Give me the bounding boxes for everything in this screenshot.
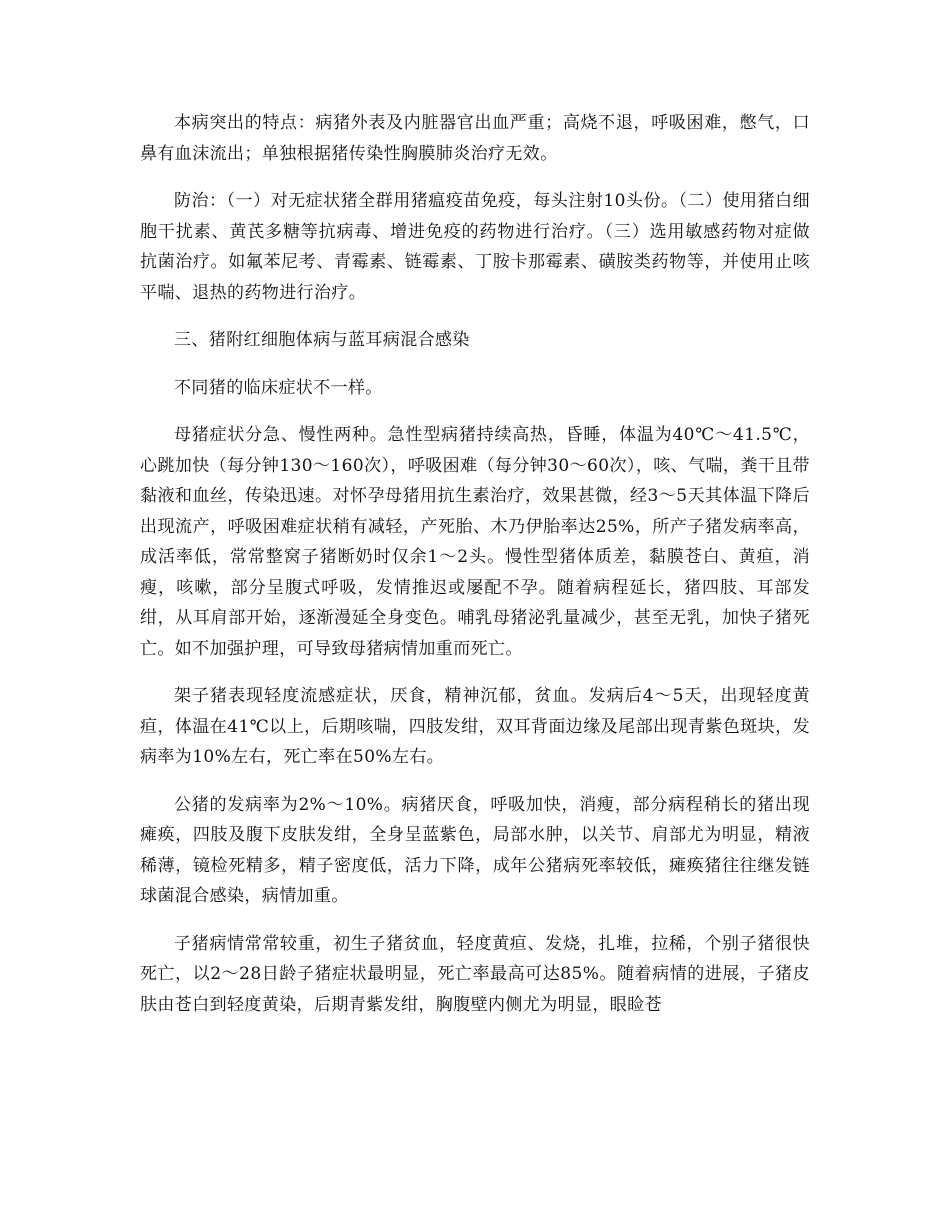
- document-body: [140, 108, 810, 1037]
- paragraph-symptoms-intro: 不同猪的临床症状不一样。: [174, 377, 383, 398]
- paragraph-disease-features: 本病突出的特点：病猪外表及内脏器官出血严重；高烧不退，呼吸困难，憋气，口鼻有血沫流出；单独根据猪传染性胸膜肺炎治疗无效。: [140, 113, 810, 164]
- section-heading: 三、猪附红细胞体病与蓝耳病混合感染: [174, 330, 470, 350]
- paragraph-boar-symptoms: 公猪的发病率为2%～10%。病猪厌食，呼吸加快，消瘦，部分病程稍长的猪出现瘫痪，四肢及腹下皮肤发绀，全身呈蓝紫色，局部水肿，以关节、肩部尤为明显，精液稀薄，镜检死精多，精子密度低，活力下降，成年公猪病死率较低，瘫痪猪往往继发链球菌混合感染，病情加重。: [140, 794, 810, 906]
- paragraph-prevention-treatment: 防治：（一）对无症状猪全群用猪瘟疫苗免疫，每头注射10头份。（二）使用猪白细胞干扰素、黄芪多糖等抗病毒、增进免疫的药物进行治疗。（三）选用敏感药物对症做抗菌治疗。如氟苯尼考、青霉素、链霉素、丁胺卡那霉素、磺胺类药物等，并使用止咳平喘、退热的药物进行治疗。: [140, 191, 810, 303]
- paragraph-sow-symptoms: 母猪症状分急、慢性两种。急性型病猪持续高热，昏睡，体温为40℃～41.5℃，心跳加快（每分钟130～160次），呼吸困难（每分钟30～60次），咳、气喘，粪干且带黏液和血丝，传染迅速。对怀孕母猪用抗生素治疗，效果甚微，经3～5天其体温下降后出现流产，呼吸困难症状稍有减轻，产死胎、木乃伊胎率达25%，所产子猪发病率高，成活率低，常常整窝子猪断奶时仅余1～2头。慢性型猪体质差，黏膜苍白、黄疸，消瘦，咳嗽，部分呈腹式呼吸，发情推迟或屡配不孕。随着病程延长，猪四肢、耳部发绀，从耳肩部开始，逐渐漫延全身变色。哺乳母猪泌乳量减少，甚至无乳，加快子猪死亡。如不加强护理，可导致母猪病情加重而死亡。: [140, 425, 810, 659]
- paragraph-grower-pig-symptoms: 架子猪表现轻度流感症状，厌食，精神沉郁，贫血。发病后4～5天，出现轻度黄疸，体温在41℃以上，后期咳喘，四肢发绀，双耳背面边缘及尾部出现青紫色斑块，发病率为10%左右，死亡率在50%左右。: [140, 686, 810, 767]
- paragraph-piglet-symptoms: 子猪病情常常较重，初生子猪贫血，轻度黄疸、发烧，扎堆，拉稀，个别子猪很快死亡，以2～28日龄子猪症状最明显，死亡率最高可达85%。随着病情的进展，子猪皮肤由苍白到轻度黄染，后期青紫发绀，胸腹壁内侧尤为明显，眼睑苍: [140, 933, 810, 1015]
